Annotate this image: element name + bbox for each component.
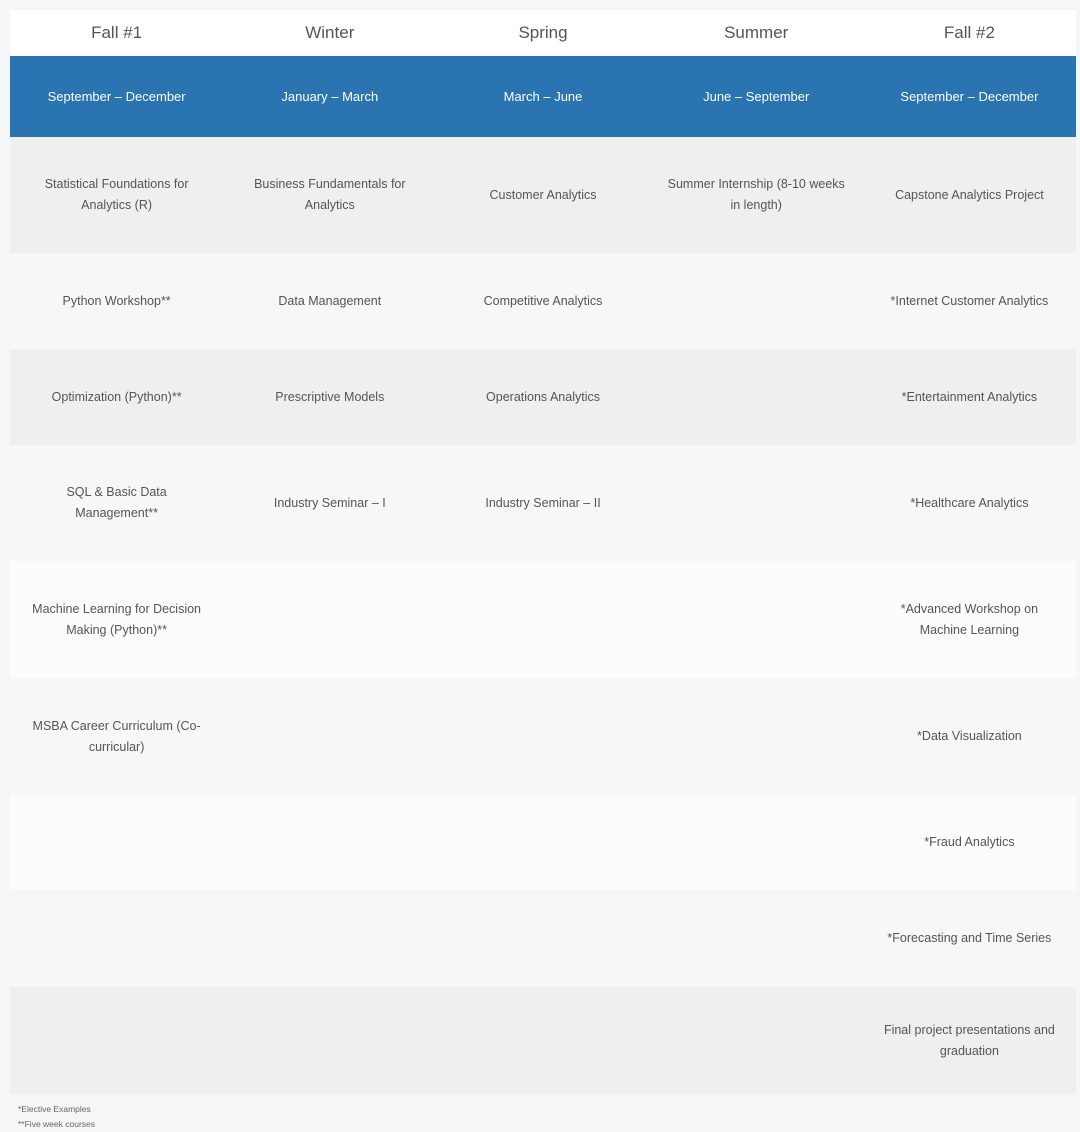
table-cell	[10, 890, 223, 987]
term-header: Fall #2	[943, 23, 995, 42]
table-cell	[650, 445, 863, 561]
five-week-footnote: **Five week courses	[18, 1119, 96, 1129]
table-cell: Industry Seminar – II	[485, 495, 601, 510]
date-range-row	[10, 56, 1076, 137]
table-cell	[436, 890, 649, 987]
table-row	[10, 678, 1076, 795]
table-cell	[650, 795, 863, 890]
table-cell: *Fraud Analytics	[924, 835, 1015, 849]
table-row	[10, 253, 1076, 349]
table-cell	[436, 795, 649, 890]
curriculum-table	[10, 10, 1076, 1094]
table-row	[10, 349, 1076, 445]
table-row	[10, 795, 1076, 890]
table-cell	[650, 890, 863, 987]
table-cell: Final project presentations and graduation	[883, 1022, 1055, 1058]
footnotes	[18, 1102, 95, 1132]
table-cell: *Entertainment Analytics	[901, 389, 1038, 404]
table-cell	[10, 987, 223, 1094]
table-cell	[223, 678, 436, 795]
table-cell: Operations Analytics	[486, 389, 600, 404]
table-cell: Data Management	[278, 293, 382, 308]
table-cell: *Healthcare Analytics	[910, 495, 1029, 510]
term-header-row	[10, 10, 1076, 56]
table-cell: Machine Learning for Decision Making (Python)**	[32, 601, 202, 637]
table-cell: *Internet Customer Analytics	[890, 293, 1049, 308]
date-range: March – June	[503, 89, 583, 104]
table-cell: Competitive Analytics	[483, 293, 603, 308]
table-cell: *Advanced Workshop on Machine Learning	[900, 601, 1039, 637]
table-cell: Statistical Foundations for Analytics (R)	[44, 177, 189, 212]
table-cell: *Forecasting and Time Series	[887, 931, 1052, 945]
table-cell	[436, 561, 649, 678]
table-cell	[650, 349, 863, 445]
table-cell	[223, 890, 436, 987]
table-cell	[650, 253, 863, 349]
table-row	[10, 890, 1076, 987]
table-cell	[650, 987, 863, 1094]
table-cell: *Data Visualization	[917, 729, 1022, 743]
date-range: June – September	[703, 89, 810, 104]
term-header: Fall #1	[91, 23, 143, 42]
table-cell	[223, 561, 436, 678]
table-cell	[223, 795, 436, 890]
term-header: Spring	[518, 23, 568, 42]
table-cell: Prescriptive Models	[275, 389, 385, 404]
table-row	[10, 987, 1076, 1094]
table-row	[10, 137, 1076, 253]
table-cell: MSBA Career Curriculum (Co-curricular)	[32, 718, 201, 754]
table-row	[10, 445, 1076, 561]
table-cell: Summer Internship (8-10 weeks in length)	[667, 177, 845, 212]
table-cell: Python Workshop**	[62, 293, 171, 308]
table-cell: Optimization (Python)**	[51, 389, 182, 404]
table-cell	[650, 678, 863, 795]
term-header: Winter	[305, 23, 355, 42]
table-cell: Capstone Analytics Project	[895, 187, 1044, 202]
table-row	[10, 561, 1076, 678]
table-cell: SQL & Basic Data Management**	[66, 485, 167, 520]
table-cell	[223, 987, 436, 1094]
elective-footnote: *Elective Examples	[18, 1104, 91, 1114]
table-cell: Industry Seminar – I	[273, 495, 386, 510]
date-range: January – March	[281, 89, 379, 104]
date-range: September – December	[47, 89, 186, 104]
table-cell	[650, 561, 863, 678]
table-cell: Business Fundamentals for Analytics	[254, 177, 406, 212]
table-cell: Customer Analytics	[489, 187, 597, 202]
date-range: September – December	[900, 89, 1039, 104]
term-header: Summer	[724, 23, 789, 42]
table-cell	[436, 678, 649, 795]
table-cell	[10, 795, 223, 890]
table-cell	[436, 987, 649, 1094]
